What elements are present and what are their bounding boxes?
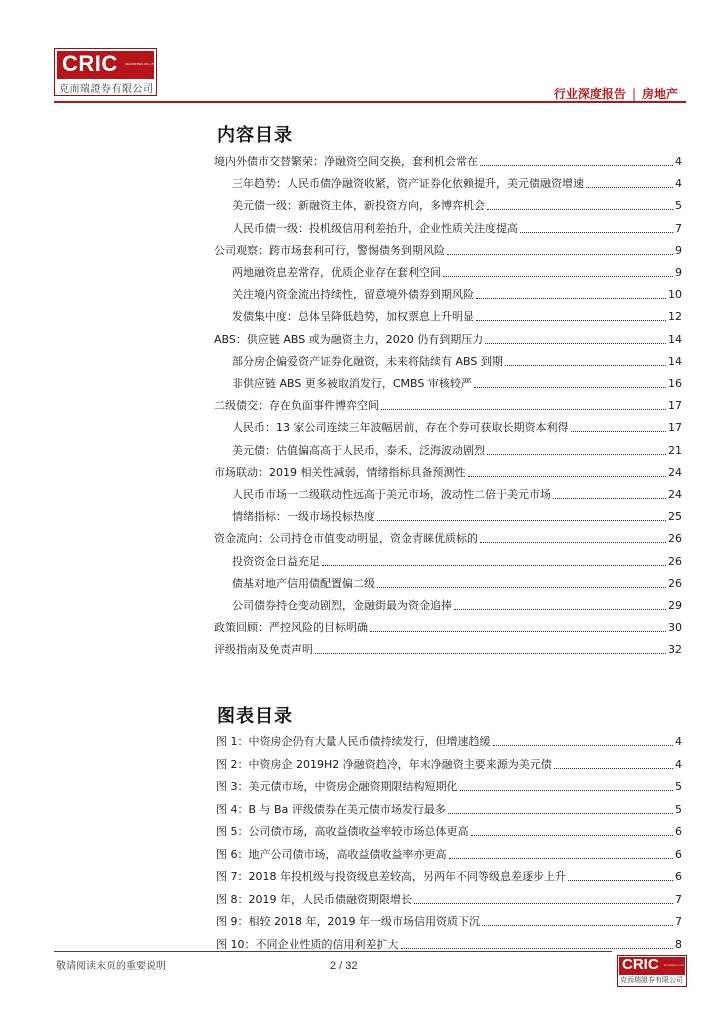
toc-entry[interactable] (232, 375, 682, 391)
toc-entry-page: 4 (675, 155, 682, 168)
toc-entry-text: 市场联动：2019 相关性减弱，情绪指标具备预测性 (214, 465, 466, 479)
toc-entry[interactable] (214, 619, 682, 635)
figure-entry-text: 图 6：地产公司债市场，高收益债收益率亦更高 (216, 847, 447, 861)
figure-entry-text: 图 8：2019 年，人民币债融资期限增长 (216, 892, 412, 906)
figure-entry[interactable] (216, 936, 682, 952)
figure-entry-text: 图 2：中资房企 2019H2 净融资趋冷，年末净融资主要来源为美元债 (216, 757, 552, 771)
toc-entry-page: 9 (675, 266, 682, 279)
toc-entry-text: ABS：供应链 ABS 或为融资主力，2020 仍有到期压力 (214, 332, 484, 346)
toc-entry[interactable] (214, 242, 682, 258)
toc-title: 内容目录 (217, 125, 293, 146)
toc-entry-text: 美元债一级：新融资主体，新投资方向，多博弈机会 (232, 199, 485, 213)
toc-entry-leader-dots (586, 187, 673, 188)
logo-company-name: 克而瑞證券有限公司 (59, 84, 154, 95)
toc-entry[interactable] (232, 286, 682, 302)
figure-entry[interactable] (216, 868, 682, 884)
toc-entry-page: 25 (668, 510, 682, 524)
toc-entry-leader-dots (315, 653, 666, 654)
toc-entry-text: 债基对地产信用债配置偏二级 (232, 576, 375, 590)
figure-entry-leader-dots (554, 768, 673, 769)
toc-entry-text: 非供应链 ABS 更多被取消发行，CMBS 审核较严 (232, 377, 472, 390)
header-separator: | (631, 87, 636, 101)
figure-entry-page: 4 (675, 757, 682, 771)
toc-entry[interactable] (232, 419, 682, 435)
toc-entry-page: 14 (668, 332, 682, 346)
toc-entry-leader-dots (322, 565, 666, 566)
figure-entry[interactable] (216, 891, 682, 907)
toc-entry-leader-dots (480, 165, 673, 166)
toc-entry-text: 评级指南及免责声明 (214, 643, 313, 657)
toc-entry[interactable] (214, 397, 682, 413)
toc-entry-page: 5 (675, 199, 682, 213)
toc-entry[interactable] (232, 175, 682, 191)
figure-entry[interactable] (216, 801, 682, 817)
figure-entry-page: 7 (675, 915, 682, 928)
toc-entry-page: 29 (668, 599, 682, 612)
toc-entry-page: 32 (668, 643, 682, 657)
toc-entry-text: 情绪指标：一级市场投标热度 (232, 510, 375, 524)
figure-entry[interactable] (216, 733, 682, 749)
toc-entry[interactable] (232, 597, 682, 613)
toc-entry-text: 人民币债一级：投机级信用利差抬升，企业性质关注度提高 (232, 221, 518, 235)
toc-entry-leader-dots (474, 387, 666, 388)
figure-entry-leader-dots (568, 880, 673, 881)
toc-entry-leader-dots (520, 232, 673, 233)
logo-sub-text: SECURITIES CO.,LTD (125, 62, 156, 66)
toc-entry-leader-dots (553, 498, 666, 499)
figure-entry[interactable] (216, 846, 682, 862)
toc-entry-text: 人民币：13 家公司连续三年波幅居前，存在个券可获取长期资本利得 (232, 421, 569, 435)
figure-entry-page: 5 (675, 780, 682, 793)
figure-entry[interactable] (216, 756, 682, 772)
toc-entry-page: 30 (668, 621, 682, 635)
figure-entry-text: 图 3：美元债市场，中资房企融资期限结构短期化 (216, 780, 458, 793)
toc-entry-page: 17 (668, 421, 682, 435)
toc-entry-text: 境内外债市交替繁荣：净融资空间交换，套利机会常在 (214, 155, 478, 168)
toc-entry[interactable] (214, 153, 682, 169)
toc-entry-page: 12 (668, 310, 682, 324)
figure-entry-leader-dots (448, 813, 673, 814)
figure-entry-text: 图 10：不同企业性质的信用利差扩大 (216, 937, 399, 951)
toc-entry[interactable] (232, 553, 682, 569)
toc-entry[interactable] (214, 464, 682, 480)
footer-logo-sub-text: SECURITIES CO.,LTD (664, 965, 685, 967)
figure-entry-text: 图 5：公司债市场，高收益债收益率较市场总体更高 (216, 825, 469, 838)
toc-entry-leader-dots (443, 276, 673, 277)
footer-logo-company-name: 克而瑞證券有限公司 (620, 976, 683, 984)
toc-entry-leader-dots (480, 542, 666, 543)
figure-entry-text: 图 7：2018 年投机级与投资级息差较高，另两年不同等级息差逐步上升 (216, 870, 566, 883)
toc-entry[interactable] (232, 442, 682, 458)
toc-entry-page: 4 (675, 177, 682, 191)
page-indicator: 2 / 32 (330, 960, 358, 972)
figure-entry-page: 7 (675, 892, 682, 906)
figure-entry-page: 6 (675, 847, 682, 861)
toc-entry-page: 16 (668, 377, 682, 390)
toc-entry-page: 26 (668, 532, 682, 546)
toc-entry-text: 部分房企偏爱资产证券化融资，未来将陆续有 ABS 到期 (232, 354, 503, 368)
footer-divider (54, 951, 612, 952)
report-category (554, 85, 678, 102)
toc-entry[interactable] (232, 508, 682, 524)
toc-entry[interactable] (232, 220, 682, 236)
report-sector: 房地产 (641, 87, 678, 101)
toc-entry-page: 24 (668, 465, 682, 479)
toc-entry-leader-dots (454, 609, 666, 610)
toc-entry-text: 两地融资息差常存，优质企业存在套利空间 (232, 266, 441, 279)
figure-entry-leader-dots (471, 835, 674, 836)
header-divider (54, 101, 686, 103)
figures-title: 图表目录 (217, 706, 293, 727)
toc-entry-text: 三年趋势：人民币债净融资收紧，资产证券化依赖提升，美元债融资增速 (232, 177, 584, 191)
figure-entry-page: 4 (675, 735, 682, 748)
figure-entry-leader-dots (482, 925, 673, 926)
figure-entry[interactable] (216, 778, 682, 794)
footer-logo-brand-text: CRIC (622, 956, 659, 973)
toc-entry-text: 资金流向：公司持仓市值变动明显，资金青睐优质标的 (214, 532, 478, 546)
toc-entry[interactable] (232, 353, 682, 369)
toc-entry-leader-dots (377, 587, 666, 588)
figure-entry-page: 8 (675, 937, 682, 951)
toc-entry-text: 人民币市场一二级联动性远高于美元市场，波动性二倍于美元市场 (232, 488, 551, 501)
footer-logo (617, 955, 687, 987)
company-logo (54, 48, 157, 96)
figure-entry-text: 图 9：相较 2018 年，2019 年一级市场信用资质下沉 (216, 915, 480, 928)
figure-entry-leader-dots (414, 903, 673, 904)
toc-entry-page: 9 (675, 243, 682, 257)
toc-entry-leader-dots (370, 631, 666, 632)
toc-entry-text: 公司债券持仓变动剧烈，金融街最为资金追捧 (232, 599, 452, 612)
figure-entry-leader-dots (401, 948, 674, 949)
toc-entry[interactable] (232, 486, 682, 502)
toc-entry[interactable] (232, 264, 682, 280)
toc-entry-leader-dots (505, 365, 666, 366)
toc-entry-text: 二级债交：存在负面事件博弈空间 (214, 399, 379, 413)
toc-entry-leader-dots (377, 520, 666, 521)
toc-entry-leader-dots (476, 320, 666, 321)
toc-entry-page: 26 (668, 554, 682, 568)
toc-entry-leader-dots (447, 254, 673, 255)
toc-entry-page: 24 (668, 488, 682, 501)
toc-entry-leader-dots (487, 454, 666, 455)
toc-entry-leader-dots (571, 431, 667, 432)
toc-entry-leader-dots (476, 298, 666, 299)
toc-entry-text: 美元债：估值偏高高于人民币，泰禾、泛海波动剧烈 (232, 443, 485, 457)
toc-entry[interactable] (232, 197, 682, 213)
toc-entry-text: 公司观察：跨市场套利可行，警惕债务到期风险 (214, 243, 445, 257)
figure-entry[interactable] (216, 823, 682, 839)
figure-entry-text: 图 4：B 与 Ba 评级债券在美元债市场发行最多 (216, 802, 446, 816)
toc-entry-page: 7 (675, 221, 682, 235)
logo-brand-text: CRIC (62, 51, 118, 76)
toc-entry-text: 关注境内资金流出持续性，留意境外债券到期风险 (232, 288, 474, 302)
toc-entry[interactable] (214, 530, 682, 546)
toc-entry[interactable] (232, 308, 682, 324)
figure-entry-leader-dots (449, 858, 674, 859)
toc-entry-page: 26 (668, 576, 682, 590)
toc-entry-text: 政策回顾：严控风险的目标明确 (214, 621, 368, 635)
figure-entry[interactable] (216, 913, 682, 929)
toc-entry[interactable] (232, 575, 682, 591)
toc-entry-leader-dots (468, 476, 667, 477)
toc-entry-text: 发债集中度：总体呈降低趋势，加权票息上升明显 (232, 310, 474, 324)
toc-entry-leader-dots (485, 343, 666, 344)
toc-entry-page: 17 (668, 399, 682, 413)
toc-entry-leader-dots (487, 209, 673, 210)
toc-entry[interactable] (214, 641, 682, 657)
toc-entry-text: 投资资金日益充足 (232, 554, 320, 568)
figure-entry-page: 6 (675, 870, 682, 883)
figure-entry-leader-dots (460, 790, 674, 791)
toc-entry-page: 21 (668, 443, 682, 457)
toc-entry-page: 10 (668, 288, 682, 302)
toc-entry[interactable] (214, 331, 682, 347)
report-type: 行业深度报告 (553, 87, 626, 101)
footer-note: 敬请阅读末页的重要说明 (56, 961, 166, 972)
figure-entry-text: 图 1：中资房企仍有大量人民币债持续发行，但增速趋缓 (216, 735, 491, 748)
toc-entry-leader-dots (381, 409, 666, 410)
figure-entry-page: 6 (675, 825, 682, 838)
figure-entry-leader-dots (493, 745, 674, 746)
figure-entry-page: 5 (675, 802, 682, 816)
toc-entry-page: 14 (668, 354, 682, 368)
